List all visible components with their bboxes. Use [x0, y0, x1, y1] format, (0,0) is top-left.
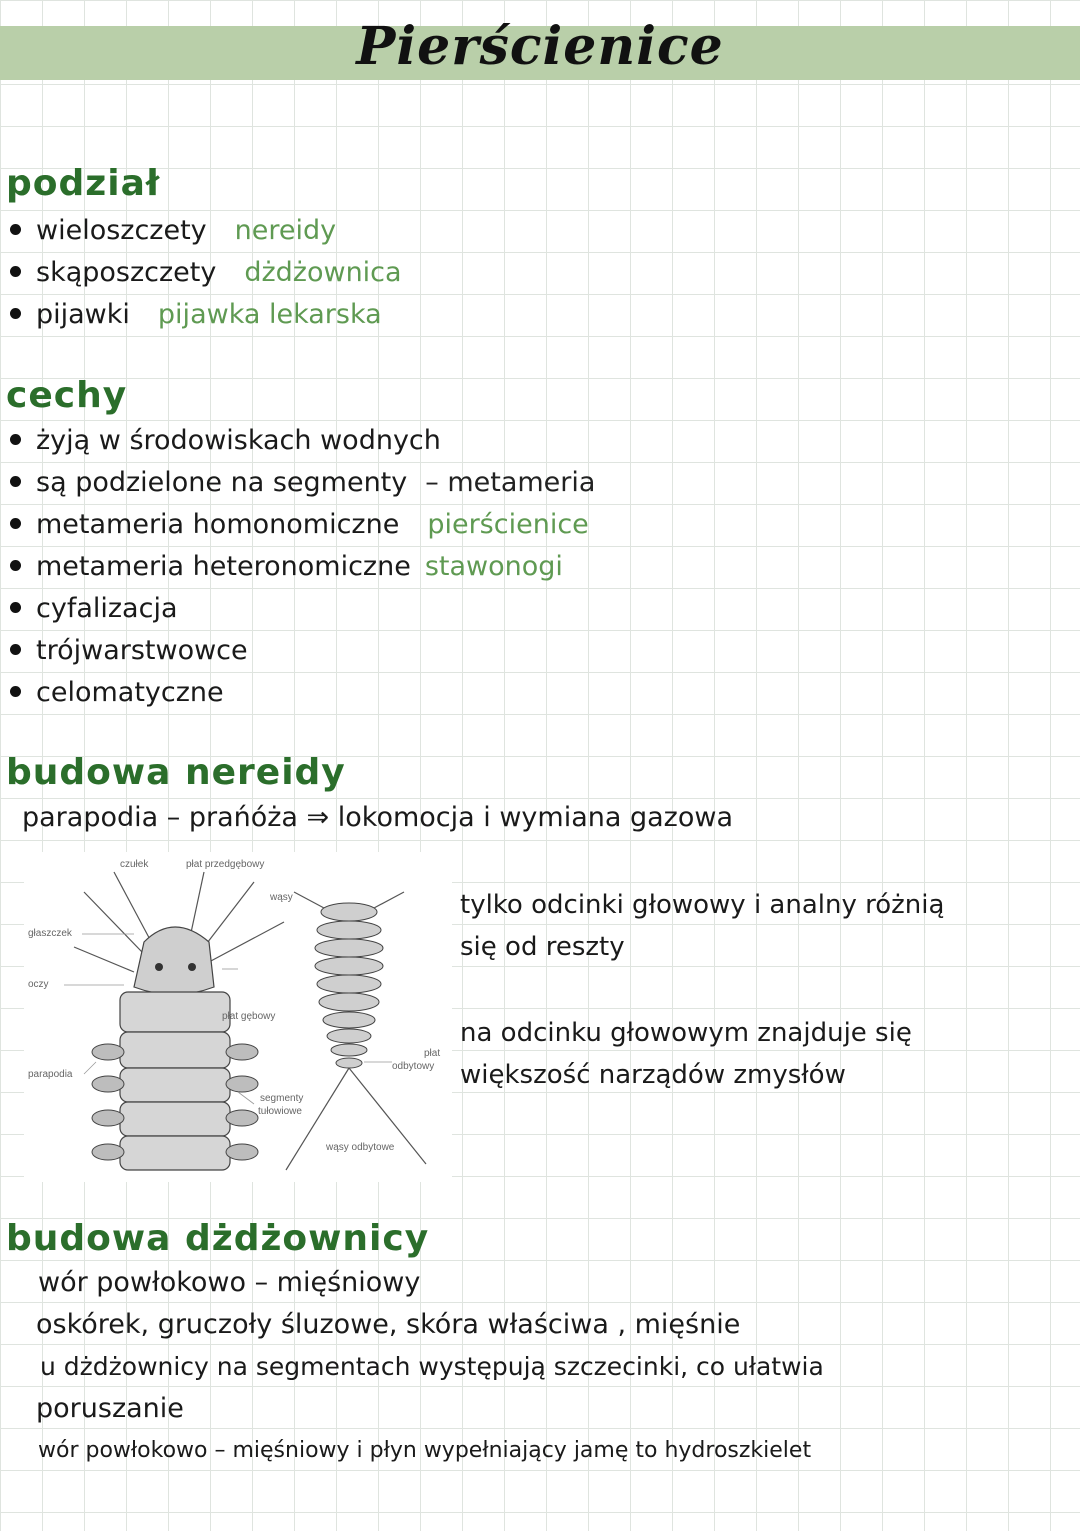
feature-text: metameria homonomiczne — [36, 509, 400, 540]
list-item — [0, 420, 595, 462]
label-segmenty-2: tułowiowe — [258, 1106, 302, 1117]
group-name: pijawki — [36, 299, 130, 330]
label-wasy: wąsy — [270, 892, 293, 903]
list-item — [0, 504, 595, 546]
feature-text: trójwarstwowce — [36, 635, 248, 666]
group-name: skąposzczety — [36, 257, 217, 288]
section-heading-dzdzownica: budowa dżdżownicy — [6, 1218, 430, 1259]
nereida-note-1-line-2: się od reszty — [460, 932, 625, 962]
feature-text: celomatyczne — [36, 677, 224, 708]
list-item — [0, 252, 402, 294]
podzial-list — [0, 210, 402, 336]
nereida-note-2-line-2: większość narządów zmysłów — [460, 1060, 846, 1090]
feature-text: są podzielone na segmenty — [36, 467, 408, 498]
feature-text: żyją w środowiskach wodnych — [36, 425, 441, 456]
feature-example: pierścienice — [427, 509, 589, 540]
list-item — [0, 630, 595, 672]
group-name: wieloszczety — [36, 215, 207, 246]
label-segmenty-1: segmenty — [260, 1093, 304, 1104]
label-plat-gebowy: płat gębowy — [222, 1011, 276, 1022]
page-title: Pierścienice — [356, 16, 724, 77]
label-oczy: oczy — [28, 979, 49, 990]
nereida-note-1-line-1: tylko odcinki głowowy i analny różnią — [460, 890, 945, 920]
nereida-intro: parapodia – prańóża ⇒ lokomocja i wymiana gazowa — [22, 802, 734, 833]
dzdzownica-line: u dżdżownicy na segmentach występują szczecinki, co ułatwia — [40, 1352, 824, 1381]
nereida-note-2-line-1: na odcinku głowowym znajduje się — [460, 1018, 912, 1048]
group-example: pijawka lekarska — [157, 299, 382, 330]
nereis-anatomy-figure — [24, 852, 452, 1182]
dzdzownica-line: wór powłokowo – mięśniowy i płyn wypełniający jamę to hydroszkielet — [38, 1438, 812, 1463]
dzdzownica-line: wór powłokowo – mięśniowy — [38, 1267, 421, 1298]
list-item — [0, 546, 595, 588]
list-item — [0, 462, 595, 504]
label-wasy-odbytowe: wąsy odbytowe — [326, 1142, 395, 1153]
feature-note: – metameria — [425, 467, 596, 498]
list-item — [0, 672, 595, 714]
label-glaszczek: głaszczek — [28, 928, 72, 939]
dzdzownica-line: poruszanie — [36, 1393, 184, 1424]
label-plat-odbytowy-1: płat — [424, 1048, 441, 1059]
dzdzownica-line: oskórek, gruczoły śluzowe, skóra właściwa , mięśnie — [36, 1309, 741, 1340]
cechy-list — [0, 420, 595, 714]
section-heading-nereida: budowa nereidy — [6, 752, 346, 793]
feature-text: metameria heteronomiczne — [36, 551, 411, 582]
label-parapodia: parapodia — [28, 1069, 73, 1080]
section-heading-cechy: cechy — [6, 375, 128, 416]
section-heading-podzial: podział — [6, 163, 161, 204]
label-plat-odbytowy-2: odbytowy — [392, 1061, 435, 1072]
list-item — [0, 294, 402, 336]
list-item — [0, 588, 595, 630]
feature-text: cyfalizacja — [36, 593, 178, 624]
label-czulek: czułek — [120, 859, 149, 870]
group-example: nereidy — [234, 215, 337, 246]
feature-example: stawonogi — [424, 551, 563, 582]
list-item — [0, 210, 402, 252]
group-example: dżdżownica — [244, 257, 402, 288]
label-plat-przedgebowy: płat przedgębowy — [186, 859, 265, 870]
